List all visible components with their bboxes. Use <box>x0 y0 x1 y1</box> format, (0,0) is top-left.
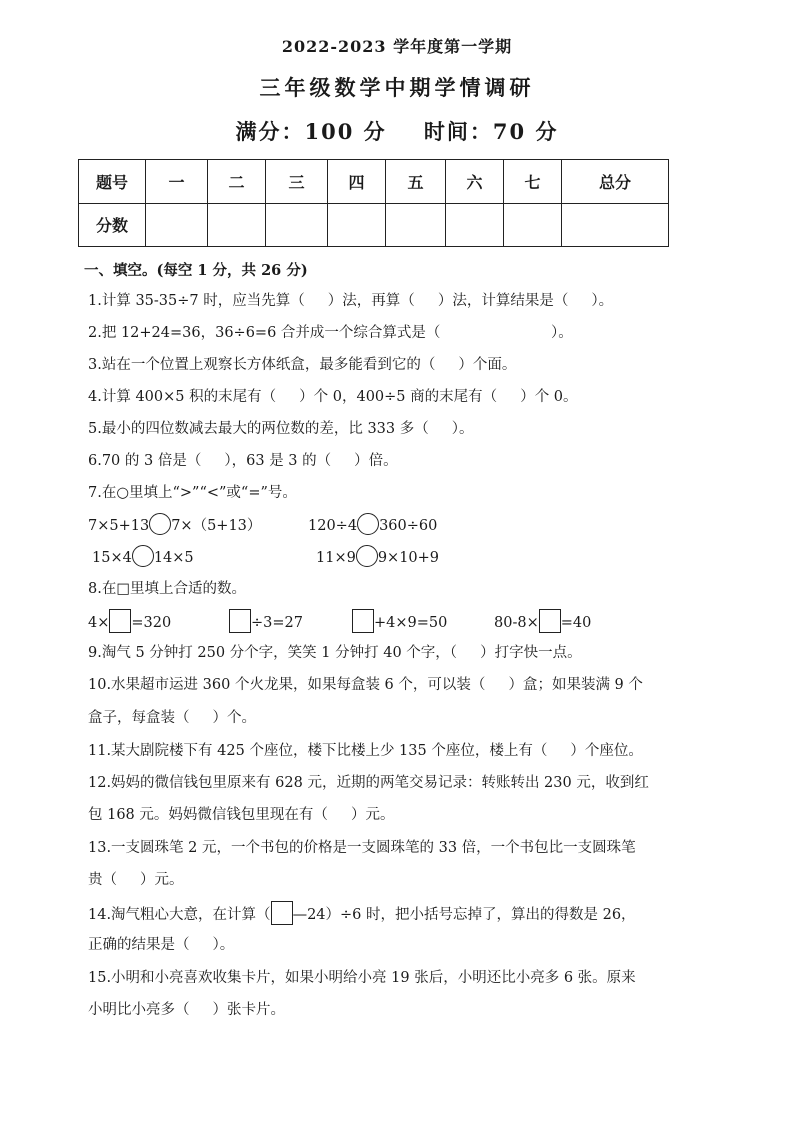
fill-item <box>494 609 591 633</box>
fill-suffix: =320 <box>131 615 172 631</box>
compare-right: 9×10+9 <box>377 550 440 566</box>
question-14 <box>88 901 636 925</box>
table-cell: 四 <box>328 160 386 204</box>
compare-circle[interactable] <box>357 513 379 535</box>
question-9: 9.淘气 5 分钟打 250 分个字，笑笑 1 分钟打 40 个字，（ ）打字快一点。 <box>88 645 582 661</box>
fill-item <box>88 609 171 633</box>
score-table <box>78 159 669 247</box>
question-13: 13.一支圆珠笔 2 元，一个书包的价格是一支圆珠笔的 33 倍，一个书包比一支圆珠笔 <box>88 840 636 856</box>
compare-circle[interactable] <box>132 545 154 567</box>
score-entry-cell[interactable] <box>266 203 328 247</box>
score-entry-cell[interactable] <box>386 203 446 247</box>
compare-left: 15×4 <box>92 550 132 566</box>
table-cell: 总分 <box>562 160 669 204</box>
question-12: 12.妈妈的微信钱包里原来有 628 元，近期的两笔交易记录：转账转出 230 元，收到红 <box>88 775 649 791</box>
question-8: 8.在□里填上合适的数。 <box>88 581 247 597</box>
score-table-header-row <box>79 160 669 204</box>
question-3: 3.站在一个位置上观察长方体纸盒，最多能看到它的（ ）个面。 <box>88 357 517 373</box>
compare-left: 11×9 <box>316 550 356 566</box>
question-14-cont: 正确的结果是（ ）。 <box>88 937 235 953</box>
compare-item <box>88 513 261 535</box>
question-7: 7.在○里填上“>”“<”或“=”号。 <box>88 485 297 501</box>
answer-box[interactable] <box>352 609 374 633</box>
answer-box[interactable] <box>109 609 131 633</box>
fill-suffix: ÷3=27 <box>251 615 303 631</box>
table-cell: 七 <box>504 160 562 204</box>
question-11: 11.某大剧院楼下有 425 个座位，楼下比楼上少 135 个座位，楼上有（ ）个座位。 <box>88 743 643 759</box>
question-13-cont: 贵（ ）元。 <box>88 872 184 888</box>
fill-item <box>352 609 447 633</box>
table-cell: 题号 <box>79 160 146 204</box>
fill-suffix: +4×9=50 <box>374 615 448 631</box>
question-14-suffix: —24）÷6 时，把小括号忘掉了，算出的得数是 26， <box>292 907 636 923</box>
compare-left: 120÷4 <box>308 518 358 534</box>
compare-right: 360÷60 <box>379 518 438 534</box>
fill-prefix: 4× <box>88 615 110 631</box>
table-cell: 三 <box>266 160 328 204</box>
question-12-cont: 包 168 元。妈妈微信钱包里现在有（ ）元。 <box>88 807 395 823</box>
compare-item <box>316 545 439 567</box>
answer-box[interactable] <box>229 609 251 633</box>
question-5: 5.最小的四位数减去最大的两位数的差，比 333 多（ ）。 <box>88 421 474 437</box>
question-15-cont: 小明比小亮多（ ）张卡片。 <box>88 1002 286 1018</box>
fill-prefix: 80-8× <box>494 615 539 631</box>
exam-title: 三年级数学中期学情调研 <box>259 75 535 100</box>
score-table-score-row <box>79 203 669 247</box>
compare-item <box>92 545 194 567</box>
answer-box[interactable] <box>539 609 561 633</box>
table-cell: 分数 <box>79 203 146 247</box>
question-10-cont: 盒子，每盒装（ ）个。 <box>88 710 257 726</box>
question-15: 15.小明和小亮喜欢收集卡片，如果小明给小亮 19 张后，小明还比小亮多 6 张。原来 <box>88 970 636 986</box>
compare-right: 14×5 <box>153 550 194 566</box>
section-title: 一、填空。(每空 1 分，共 26 分) <box>84 262 308 279</box>
table-cell: 六 <box>446 160 504 204</box>
question-1: 1.计算 35-35÷7 时，应当先算（ ）法，再算（ ）法，计算结果是（ ）。 <box>88 293 614 309</box>
score-entry-cell[interactable] <box>328 203 386 247</box>
question-14-prefix: 14.淘气粗心大意，在计算（ <box>88 907 271 923</box>
compare-circle[interactable] <box>149 513 171 535</box>
semester-heading: 2022-2023 学年度第一学期 <box>281 37 513 56</box>
compare-right: 7×（5+13） <box>171 518 262 534</box>
table-cell: 二 <box>208 160 266 204</box>
question-6: 6.70 的 3 倍是（ ），63 是 3 的（ ）倍。 <box>88 453 398 469</box>
score-entry-cell[interactable] <box>446 203 504 247</box>
table-cell: 一 <box>146 160 208 204</box>
score-entry-cell[interactable] <box>146 203 208 247</box>
fill-item <box>229 609 303 633</box>
table-cell: 五 <box>386 160 446 204</box>
score-entry-cell[interactable] <box>208 203 266 247</box>
answer-box[interactable] <box>271 901 293 925</box>
question-4: 4.计算 400×5 积的末尾有（ ）个 0，400÷5 商的末尾有（ ）个 0。 <box>88 389 578 405</box>
compare-left: 7×5+13 <box>88 518 150 534</box>
score-entry-cell[interactable] <box>562 203 669 247</box>
compare-item <box>308 513 437 535</box>
score-time-line: 满分：100 分 时间：70 分 <box>235 119 559 144</box>
score-entry-cell[interactable] <box>504 203 562 247</box>
question-2: 2.把 12+24=36，36÷6=6 合并成一个综合算式是（ ）。 <box>88 325 573 341</box>
fill-suffix: =40 <box>560 615 592 631</box>
compare-circle[interactable] <box>356 545 378 567</box>
question-10: 10.水果超市运进 360 个火龙果，如果每盒装 6 个，可以装（ ）盒；如果装满 9 个 <box>88 677 643 693</box>
